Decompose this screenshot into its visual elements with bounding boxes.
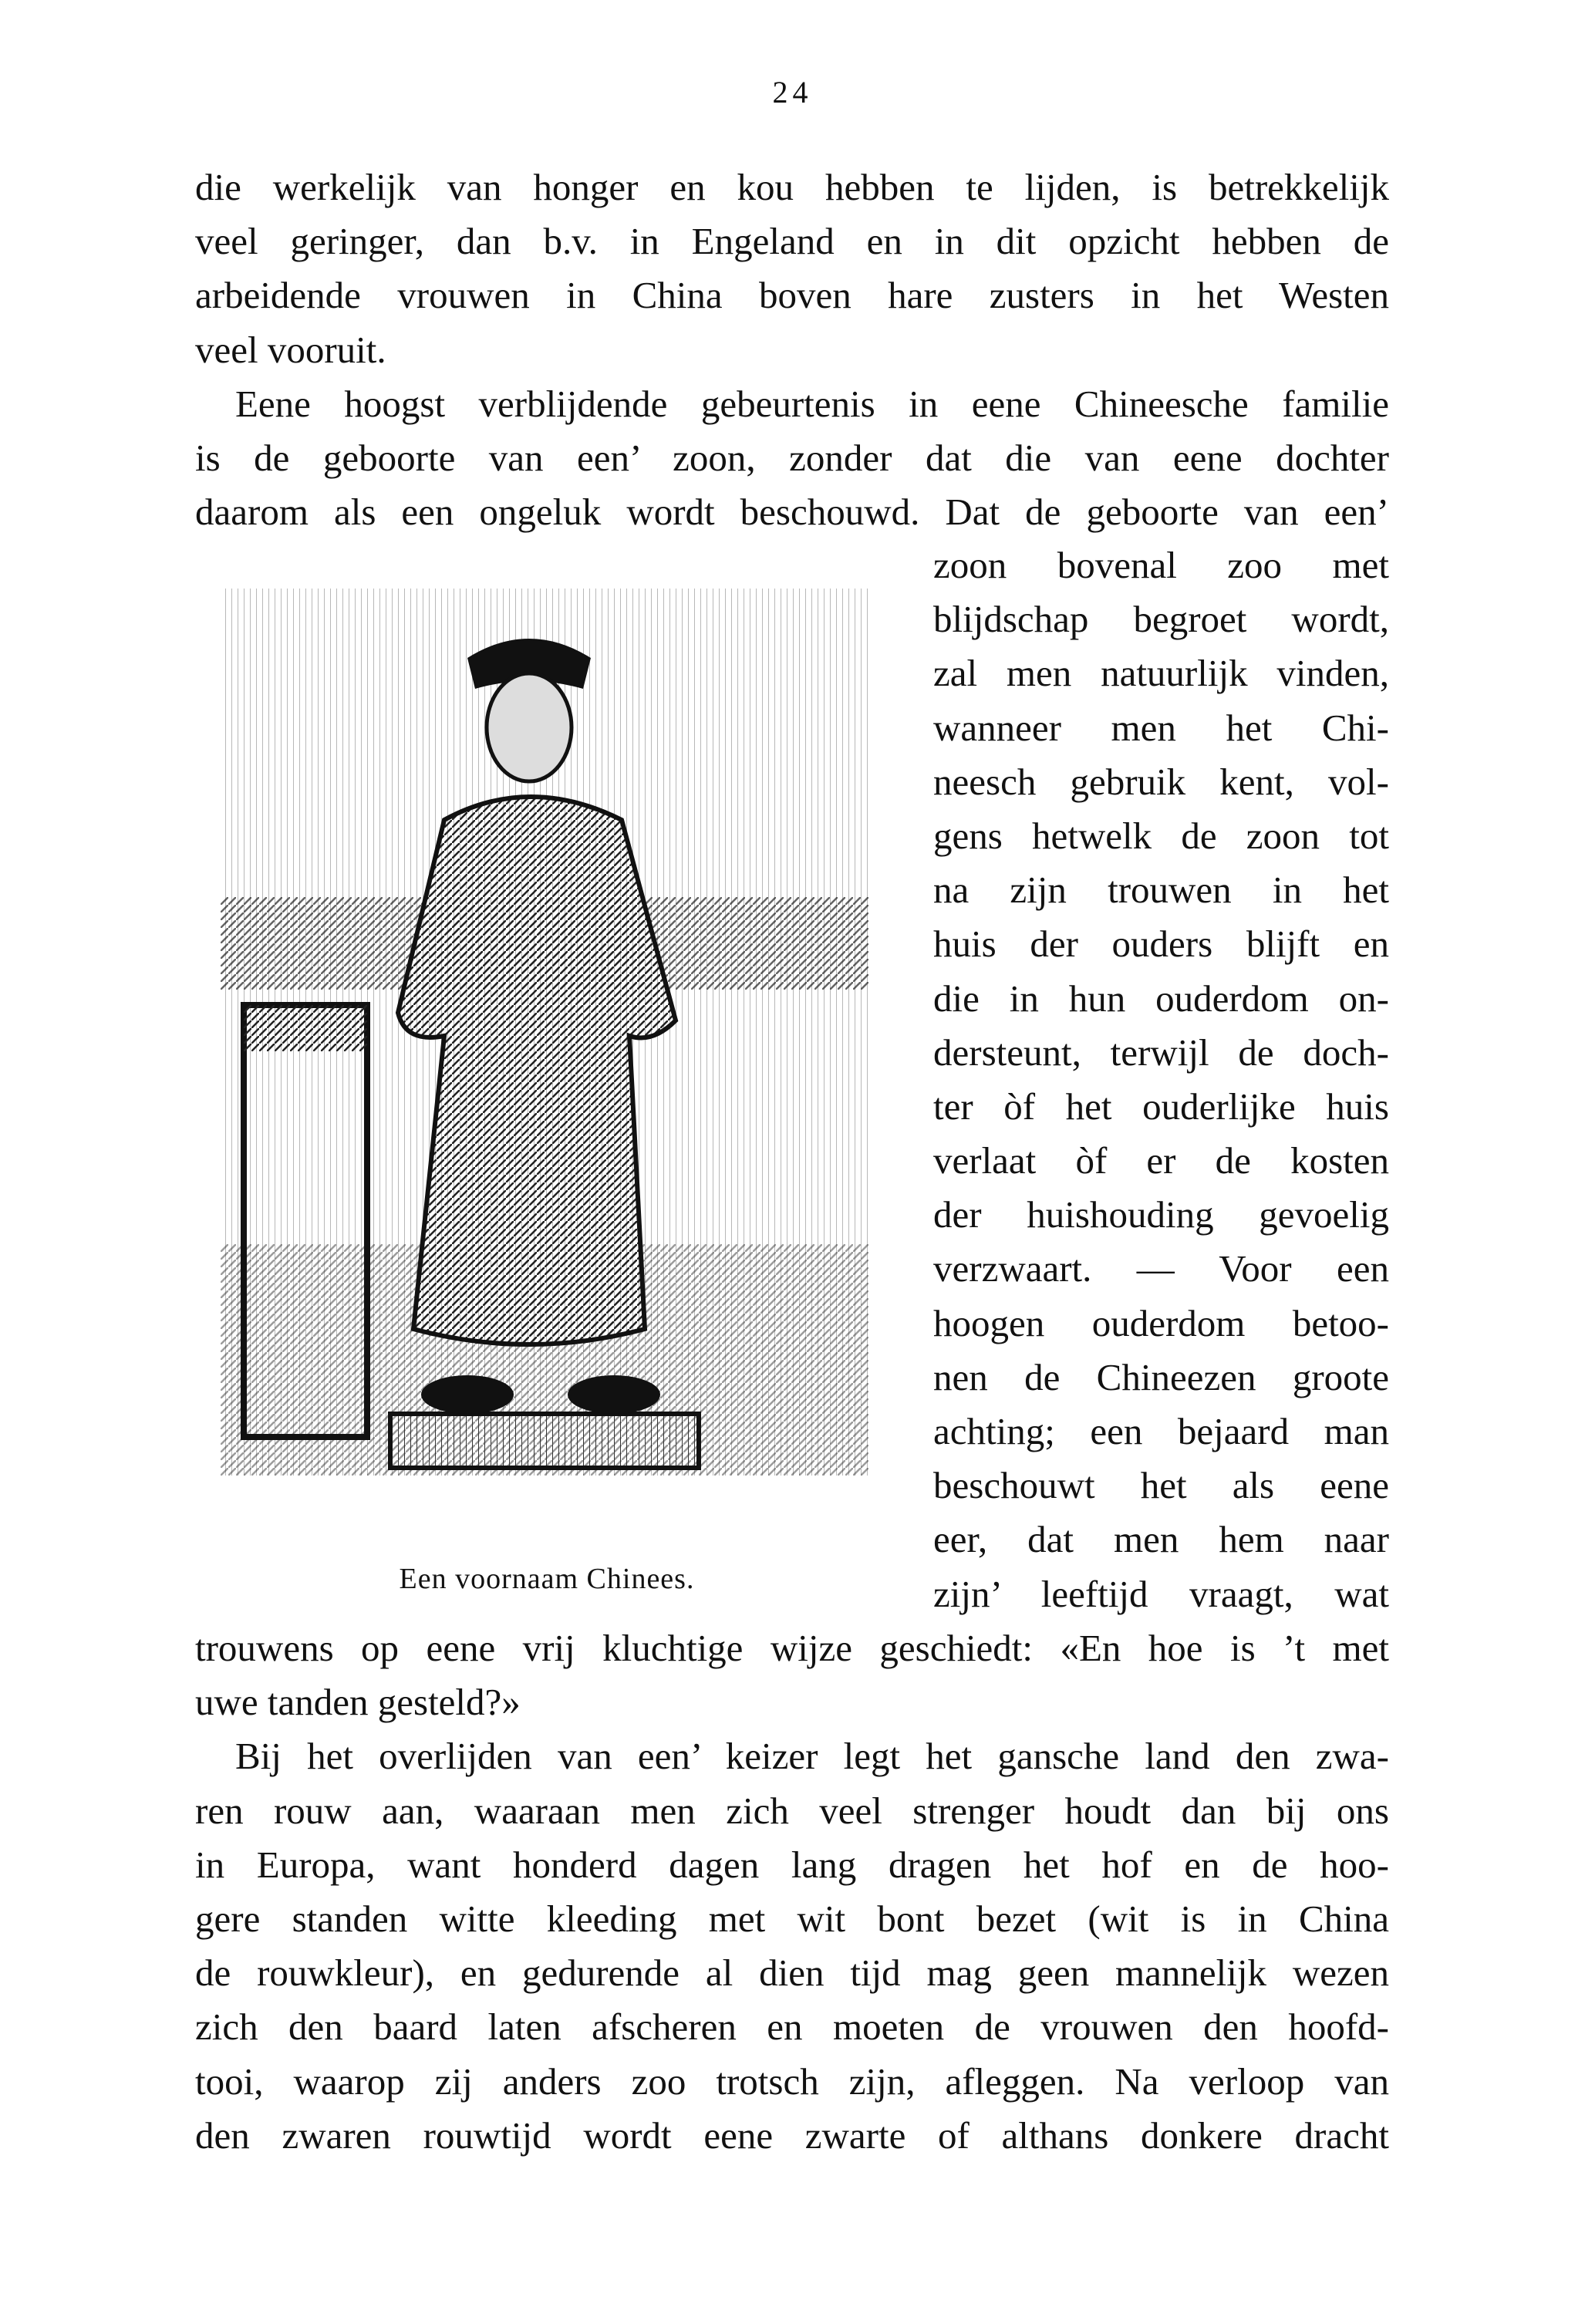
text-line: daarom als een ongeluk wordt beschouwd. Dat de geboorte van een’ [195,491,1389,534]
text-bottom [195,1621,1389,2163]
text-line: wanneer men het Chi- [933,706,1389,749]
text-line: tooi, waarop zij anders zoo trotsch zijn, afleggen. Na verloop van [195,2059,1389,2103]
text-line: gere standen witte kleeding met wit bont bezet (wit is in China [195,1897,1389,1940]
text-line: beschouwt het als eene [933,1464,1389,1507]
text-line: de rouwkleur), en gedurende al dien tijd mag geen mannelijk wezen [195,1951,1389,1995]
text-line: zich den baard laten afscheren en moeten de vrouwen den hoofd- [195,2005,1389,2049]
text-top [195,160,1389,539]
text-line: arbeidende vrouwen in China boven hare zusters in het Westen [195,274,1389,317]
text-line: blijdschap begroet wordt, [933,598,1389,641]
text-line: achting; een bejaard man [933,1410,1389,1452]
illustration-chinese-man [213,565,881,1520]
text-line: zal men natuurlijk vinden, [933,652,1389,695]
text-line: ter òf het ouderlijke huis [933,1084,1389,1128]
text-line: hoogen ouderdom betoo- [933,1301,1389,1344]
text-line: Eene hoogst verblijdende gebeurtenis in eene Chineesche familie [235,382,1389,425]
text-line: trouwens op eene vrij kluchtige wijze geschiedt: «En hoe is ’t met [195,1627,1389,1669]
text-line: zijn’ leeftijd vraagt, wat [933,1572,1389,1615]
text-line: eer, dat men hem naar [933,1518,1389,1561]
text-line: dersteunt, terwijl de doch- [933,1030,1389,1074]
text-line: die werkelijk van honger en kou hebben te lijden, is betrekkelijk [195,166,1389,208]
text-line: is de geboorte van een’ zoon, zonder dat die van eene dochter [195,436,1389,479]
text-line: na zijn trouwen in het [933,869,1389,912]
text-line: in Europa, want honderd dagen lang dragen het hof en de hoo- [195,1843,1389,1886]
text-line: verzwaart. — Voor een [933,1247,1389,1290]
text-line: verlaat òf er de kosten [933,1139,1389,1182]
text-line: huis der ouders blijft en [933,923,1389,966]
text-line: veel vooruit. [195,328,386,371]
figure-caption: Een voornaam Chinees. [399,1563,695,1595]
text-line: den zwaren rouwtijd wordt eene zwarte of althans donkere dracht [195,2113,1389,2157]
text-line: die in hun ouderdom on- [933,976,1389,1020]
text-line: veel geringer, dan b.v. in Engeland en in dit opzicht hebben de [195,220,1389,263]
text-line: Bij het overlijden van een’ keizer legt het gansche land den zwa- [235,1735,1389,1778]
text-line: neesch gebruik kent, vol- [933,760,1389,803]
text-line: uwe tanden gesteld?» [195,1681,521,1724]
page-number: 24 [772,75,813,110]
text-line: nen de Chineezen groote [933,1355,1389,1398]
text-line: ren rouw aan, waaraan men zich veel strenger houdt dan bij ons [195,1789,1389,1832]
text-line: gens hetwelk de zoon tot [933,814,1389,857]
text-right-column [933,538,1389,1621]
text-line: der huishouding gevoelig [933,1193,1389,1236]
text-line: zoon bovenal zoo met [933,544,1389,586]
